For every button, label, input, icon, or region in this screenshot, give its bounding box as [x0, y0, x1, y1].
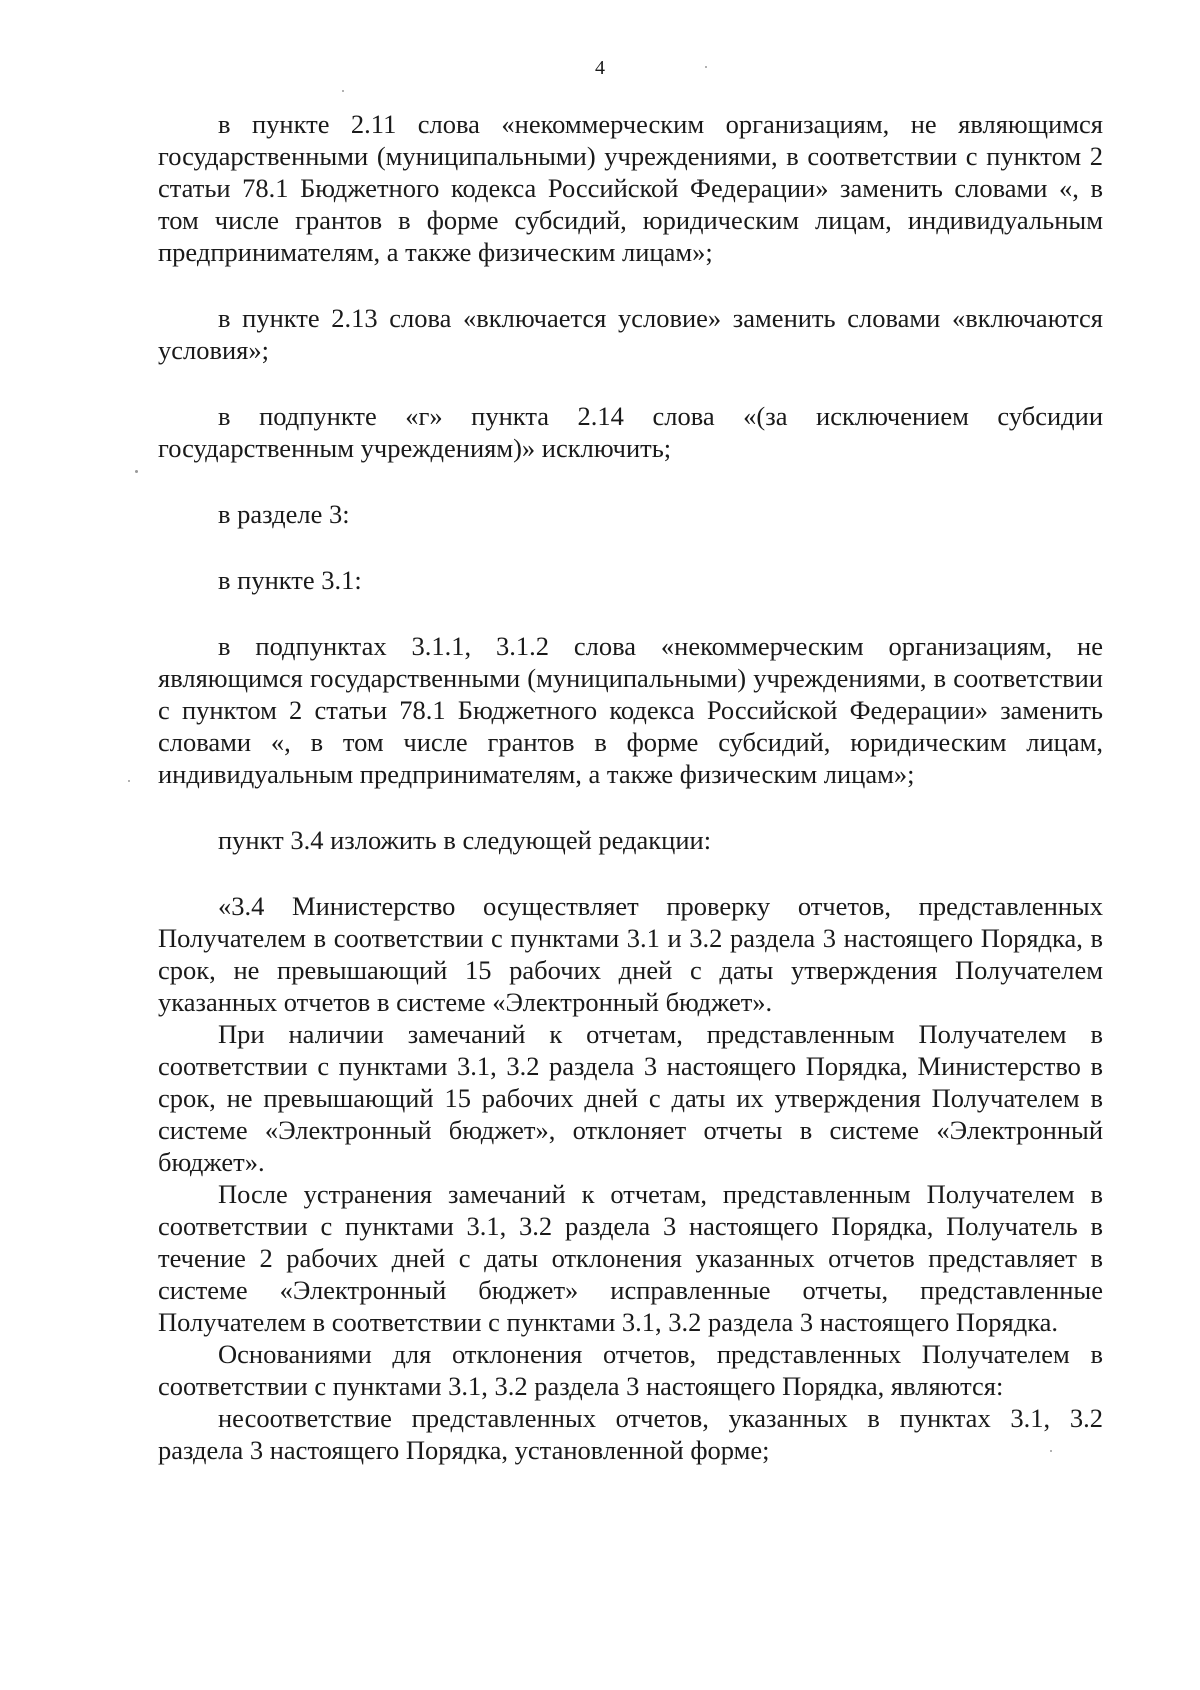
page-number: 4	[595, 57, 605, 79]
paragraph-item-2-13: в пункте 2.13 слова «включается условие» заменить словами «включаются условия»;	[158, 303, 1103, 365]
paragraph-item-3-4-text: «3.4 Министерство осуществляет проверку отчетов, представленных Получателем в соответствии с пунктами 3.1 и 3.2 раздела 3 настоящего Порядка, в срок, не превышающий 15 рабочих дней с даты утверждения Получателем указанных отчетов в системе «Электронный бюджет».	[158, 891, 1103, 1017]
paragraph-subitems-3-1-1-3-1-2: в подпунктах 3.1.1, 3.1.2 слова «некоммерческим организациям, не являющимся государственными (муниципальными) учреждениями, в соответствии с пунктом 2 статьи 78.1 Бюджетного кодекса Российской Федерации» заменить словами «, в том числе грантов в форме субсидий, юридическим лицам, индивидуальным предпринимателям, а также физическим лицам»;	[158, 631, 1103, 789]
scan-speck	[705, 66, 707, 68]
paragraph-item-2-14: в подпункте «г» пункта 2.14 слова «(за исключением субсидии государственным учреждениям)» исключить;	[158, 401, 1103, 463]
paragraph-remarks: При наличии замечаний к отчетам, представленным Получателем в соответствии с пунктами 3.1, 3.2 раздела 3 настоящего Порядка, Министерство в срок, не превышающий 15 рабочих дней с даты их утверждения Получателем в системе «Электронный бюджет», отклоняет отчеты в системе «Электронный бюджет».	[158, 1019, 1103, 1177]
paragraph-nonconformity: несоответствие представленных отчетов, указанных в пунктах 3.1, 3.2 раздела 3 настоящего Порядка, установленной форме;	[158, 1403, 1103, 1465]
scan-speck	[135, 470, 138, 473]
scan-speck	[1050, 1450, 1052, 1452]
scan-speck	[342, 90, 344, 92]
paragraph-grounds: Основаниями для отклонения отчетов, представленных Получателем в соответствии с пунктами 3.1, 3.2 раздела 3 настоящего Порядка, являются:	[158, 1339, 1103, 1401]
paragraph-item-3-1: в пункте 3.1:	[218, 565, 362, 595]
paragraph-item-3-4-intro: пункт 3.4 изложить в следующей редакции:	[218, 825, 712, 855]
document-body	[158, 108, 1103, 1466]
scan-speck	[128, 780, 130, 782]
paragraph-section-3: в разделе 3:	[218, 499, 350, 529]
paragraph-item-2-11: в пункте 2.11 слова «некоммерческим организациям, не являющимся государственными (муниципальными) учреждениями, в соответствии с пунктом 2 статьи 78.1 Бюджетного кодекса Российской Федерации» заменить словами «, в том числе грантов в форме субсидий, юридическим лицам, индивидуальным предпринимателям, а также физическим лицам»;	[158, 109, 1103, 267]
paragraph-corrections: После устранения замечаний к отчетам, представленным Получателем в соответствии с пунктами 3.1, 3.2 раздела 3 настоящего Порядка, Получатель в течение 2 рабочих дней с даты отклонения указанных отчетов представляет в системе «Электронный бюджет» исправленные отчеты, представленные Получателем в соответствии с пунктами 3.1, 3.2 раздела 3 настоящего Порядка.	[158, 1179, 1103, 1337]
